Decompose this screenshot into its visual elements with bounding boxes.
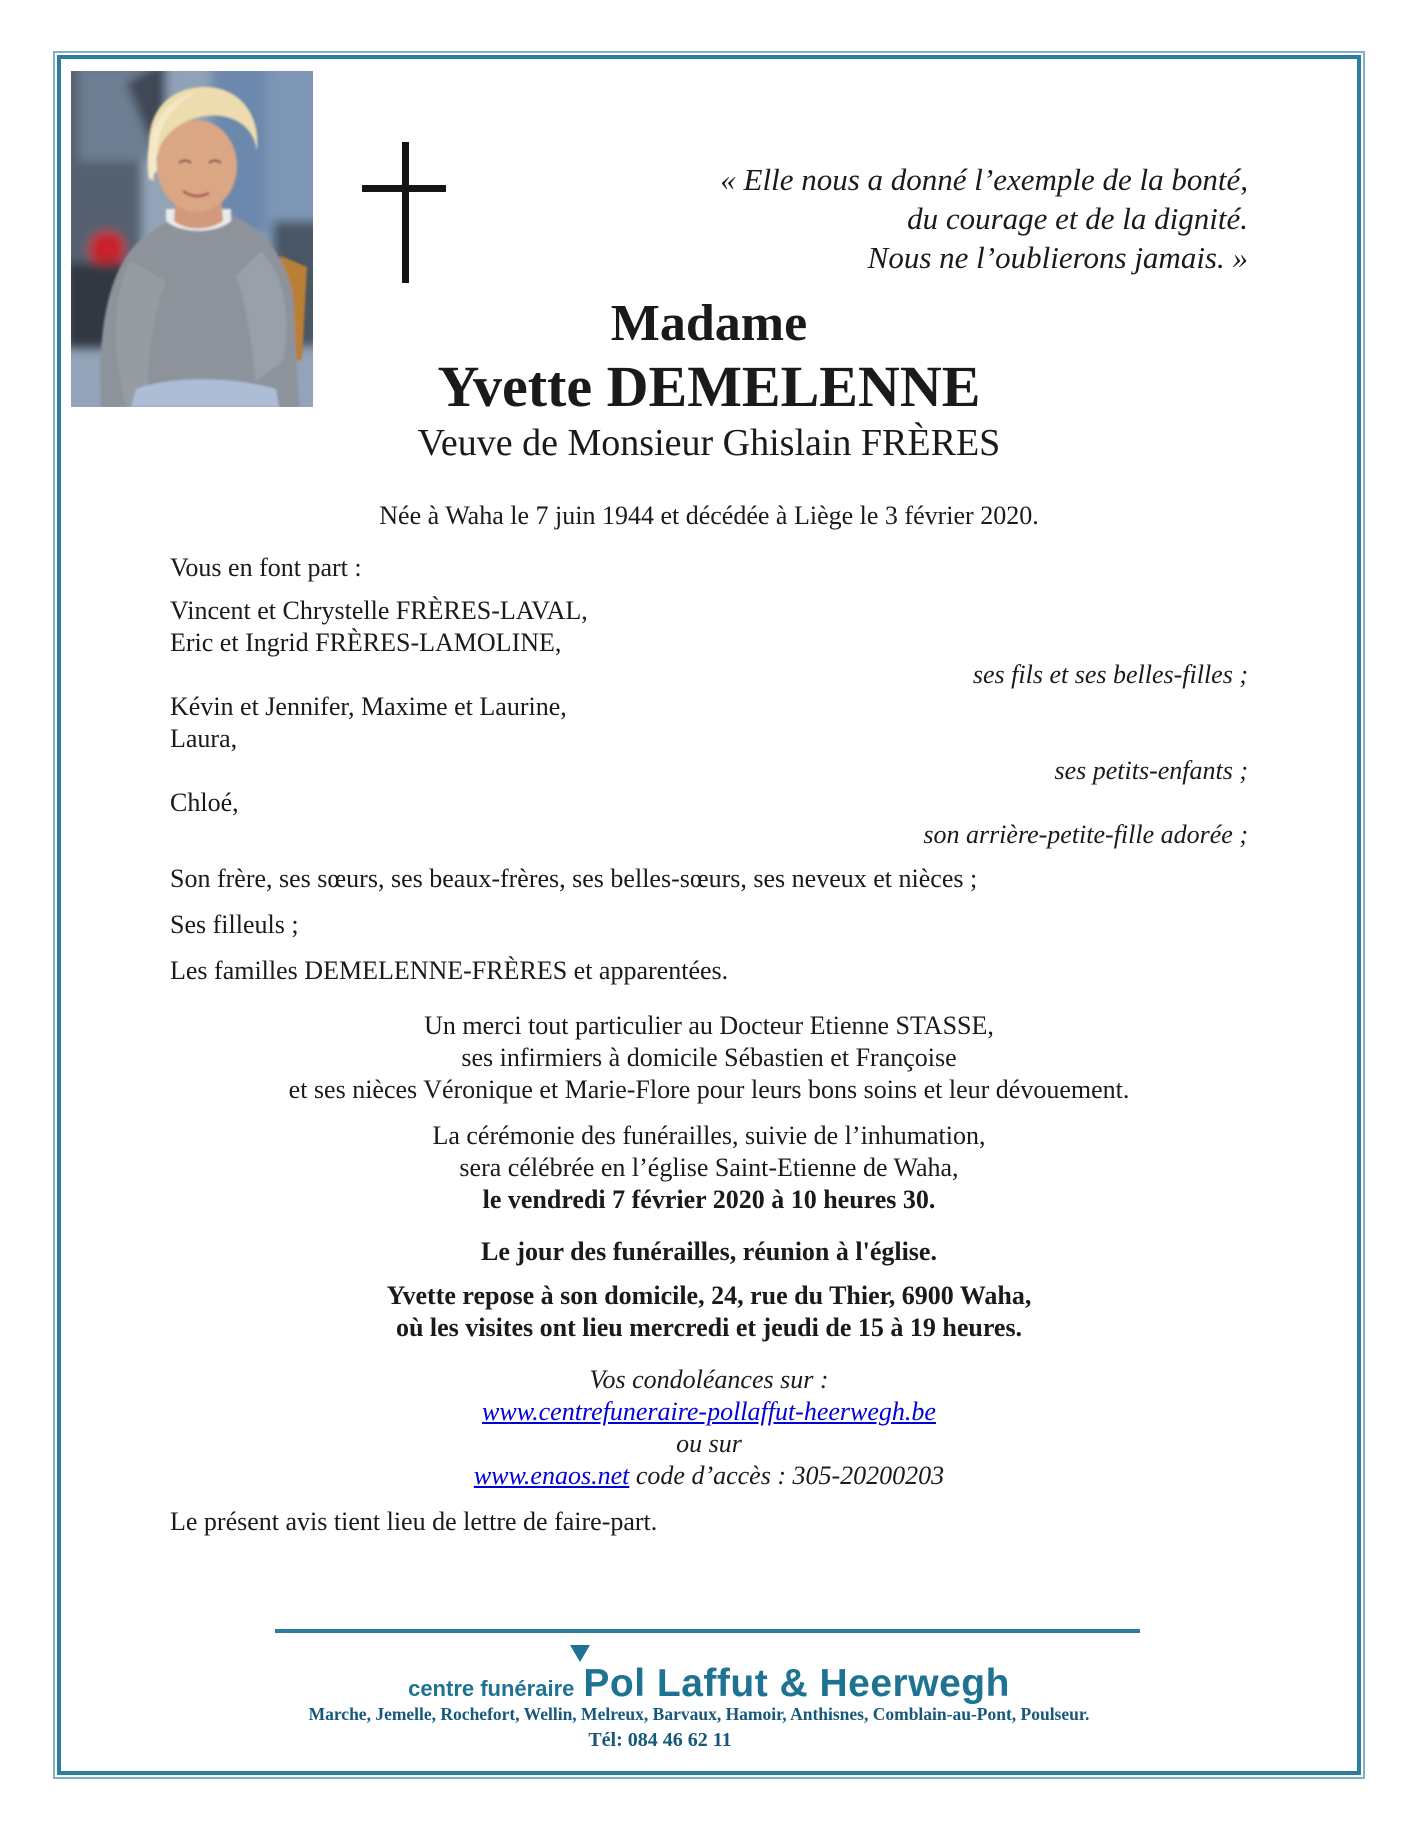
family-line-sons-2: Eric et Ingrid FRÈRES-LAMOLINE, bbox=[170, 628, 562, 657]
access-code-text: code d’accès : 305-20200203 bbox=[629, 1461, 945, 1490]
family-line-siblings: Son frère, ses sœurs, ses beaux-frères, ses belles-sœurs, ses neveux et nièces ; bbox=[170, 864, 978, 893]
funeral-home-brand bbox=[170, 1662, 1248, 1706]
family-line-godchildren: Ses filleuls ; bbox=[170, 910, 299, 939]
enaos-website-link[interactable]: www.enaos.net bbox=[473, 1461, 630, 1490]
ceremony-line-2: sera célébrée en l’église Saint-Etienne de Waha, bbox=[459, 1153, 959, 1182]
cross-icon bbox=[402, 142, 409, 283]
footer-locations: Marche, Jemelle, Rochefort, Wellin, Melreux, Barvaux, Hamoir, Anthisnes, Comblain-au-Pont, Poulseur. bbox=[308, 1704, 1090, 1724]
title-salutation: Madame bbox=[610, 295, 808, 352]
condolences-link-2-row bbox=[170, 1460, 1248, 1492]
cross-icon-arm bbox=[362, 185, 446, 192]
footer-phone: Tél: 084 46 62 11 bbox=[588, 1729, 732, 1751]
footer-divider-line bbox=[275, 1629, 1140, 1633]
assembly-notice: Le jour des funérailles, réunion à l'église. bbox=[481, 1237, 937, 1266]
brand-name: Pol Laffut & Heerwegh bbox=[583, 1662, 1010, 1705]
condolences-link-1-row bbox=[170, 1396, 1248, 1428]
family-line-families: Les familles DEMELENNE-FRÈRES et apparentées. bbox=[170, 956, 729, 985]
repose-address: Yvette repose à son domicile, 24, rue du Thier, 6900 Waha, bbox=[386, 1281, 1032, 1310]
family-line-grandchildren-1: Kévin et Jennifer, Maxime et Laurine, bbox=[170, 692, 567, 721]
deceased-name: Yvette DEMELENNE bbox=[437, 354, 981, 419]
birth-death-line: Née à Waha le 7 juin 1944 et décédée à Liège le 3 février 2020. bbox=[379, 501, 1039, 530]
condolences-intro: Vos condoléances sur : bbox=[589, 1365, 829, 1394]
ceremony-line-1: La cérémonie des funérailles, suivie de l’inhumation, bbox=[432, 1121, 986, 1150]
family-line-sons-1: Vincent et Chrystelle FRÈRES-LAVAL, bbox=[170, 596, 588, 625]
announce-intro: Vous en font part : bbox=[170, 553, 362, 582]
faire-part-notice: Le présent avis tient lieu de lettre de faire-part. bbox=[170, 1507, 658, 1536]
attribution-grandchildren: ses petits-enfants ; bbox=[1054, 756, 1248, 785]
memorial-quote bbox=[720, 160, 1248, 277]
quote-line: Nous ne l’oublierons jamais. » bbox=[867, 240, 1248, 275]
brand-prefix: centre funéraire bbox=[408, 1676, 575, 1701]
thanks-line-2: ses infirmiers à domicile Sébastien et Françoise bbox=[461, 1043, 957, 1072]
quote-line: « Elle nous a donné l’exemple de la bonté, bbox=[720, 162, 1248, 197]
attribution-great-grandchild: son arrière-petite-fille adorée ; bbox=[923, 820, 1248, 849]
condolences-or: ou sur bbox=[676, 1429, 742, 1458]
thanks-line-1: Un merci tout particulier au Docteur Etienne STASSE, bbox=[424, 1011, 994, 1040]
ceremony-date-time: le vendredi 7 février 2020 à 10 heures 30. bbox=[482, 1185, 936, 1214]
quote-line: du courage et de la dignité. bbox=[907, 201, 1248, 236]
funeral-home-website-link[interactable]: www.centrefuneraire-pollaffut-heerwegh.be bbox=[482, 1397, 936, 1426]
widow-subtitle: Veuve de Monsieur Ghislain FRÈRES bbox=[417, 422, 1001, 464]
repose-visiting-hours: où les visites ont lieu mercredi et jeudi de 15 à 19 heures. bbox=[395, 1313, 1023, 1342]
family-line-great-grandchild: Chloé, bbox=[170, 788, 239, 817]
attribution-sons: ses fils et ses belles-filles ; bbox=[972, 660, 1248, 689]
brand-triangle-icon bbox=[570, 1645, 590, 1662]
thanks-line-3: et ses nièces Véronique et Marie-Flore pour leurs bons soins et leur dévouement. bbox=[288, 1075, 1130, 1104]
family-line-grandchildren-2: Laura, bbox=[170, 724, 238, 753]
